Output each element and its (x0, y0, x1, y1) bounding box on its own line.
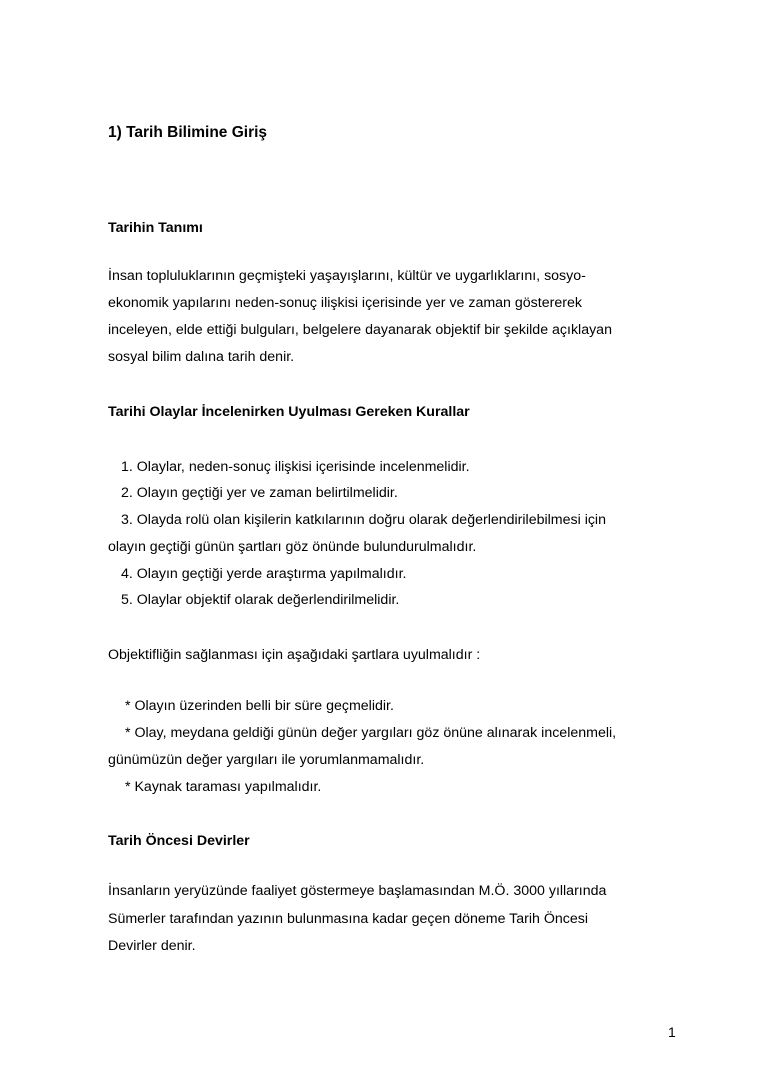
prehistory-heading: Tarih Öncesi Devirler (108, 833, 250, 849)
objectivity-item: * Olay, meydana geldiği günün değer yargıları göz önüne alınarak incelenmeli, (125, 725, 617, 741)
rule-item: 3. Olayda rolü olan kişilerin katkılarının doğru olarak değerlendirilebilmesi için (121, 512, 606, 528)
prehistory-line: Devirler denir. (108, 938, 196, 954)
prehistory-line: Sümerler tarafından yazının bulunmasına kadar geçen döneme Tarih Öncesi (108, 911, 589, 927)
rules-heading: Tarihi Olaylar İncelenirken Uyulması Gereken Kurallar (108, 404, 470, 420)
objectivity-item: * Kaynak taraması yapılmalıdır. (125, 779, 322, 795)
definition-heading: Tarihin Tanımı (108, 220, 203, 236)
rule-item: 4. Olayın geçtiği yerde araştırma yapılmalıdır. (121, 566, 407, 582)
rule-item-continuation: olayın geçtiği günün şartları göz önünde bulundurulmalıdır. (108, 539, 477, 555)
definition-line: sosyal bilim dalına tarih denir. (108, 349, 295, 365)
objectivity-intro: Objektifliğin sağlanması için aşağıdaki şartlara uyulmalıdır : (108, 647, 481, 663)
document-title: 1) Tarih Bilimine Giriş (108, 124, 268, 141)
prehistory-line: İnsanların yeryüzünde faaliyet göstermeye başlamasından M.Ö. 3000 yıllarında (108, 883, 607, 899)
objectivity-item-continuation: günümüzün değer yargıları ile yorumlanmamalıdır. (108, 752, 425, 768)
definition-line: inceleyen, elde ettiği bulguları, belgelere dayanarak objektif bir şekilde açıklayan (108, 322, 612, 338)
definition-line: İnsan topluluklarının geçmişteki yaşayışlarını, kültür ve uygarlıklarını, sosyo- (108, 268, 586, 284)
objectivity-item: * Olayın üzerinden belli bir süre geçmelidir. (125, 698, 394, 714)
rule-item: 5. Olaylar objektif olarak değerlendirilmelidir. (121, 592, 400, 608)
page-number: 1 (668, 1024, 676, 1040)
definition-line: ekonomik yapılarını neden-sonuç ilişkisi içerisinde yer ve zaman göstererek (108, 295, 582, 311)
rule-item: 1. Olaylar, neden-sonuç ilişkisi içerisinde incelenmelidir. (121, 459, 470, 475)
rule-item: 2. Olayın geçtiği yer ve zaman belirtilmelidir. (121, 485, 398, 501)
